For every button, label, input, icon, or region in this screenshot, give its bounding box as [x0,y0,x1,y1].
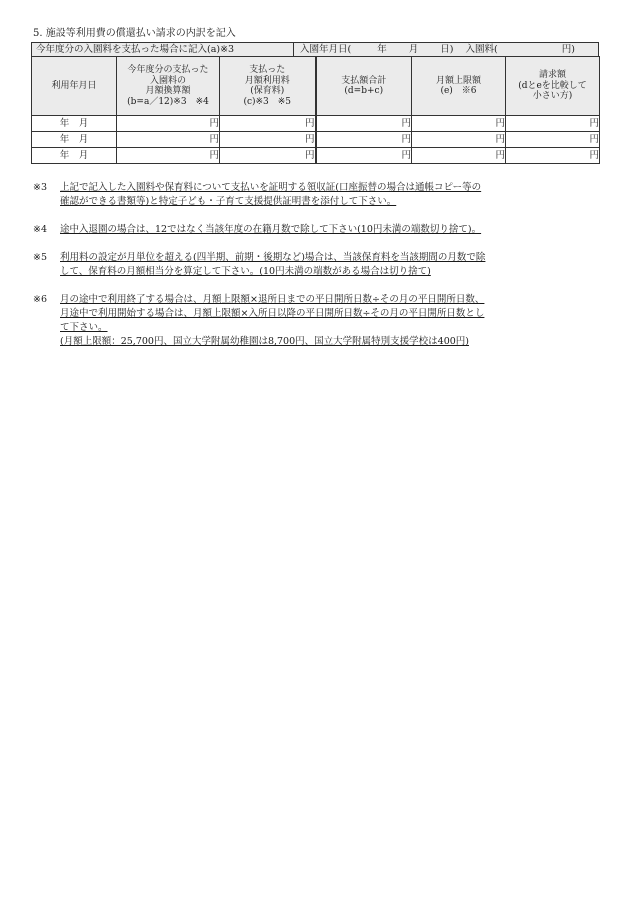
col-monthly-cap: 月額上限額 (e) ※6 [412,57,506,116]
claim-amount-cell[interactable]: 円 [506,148,600,164]
usage-date-cell[interactable]: 年 月 [32,148,117,164]
note-mark: ※4 [33,224,48,235]
section-title: 5. 施設等利用費の償還払い請求の内訳を記入 [33,28,236,39]
monthly-fee-cell[interactable]: 円 [220,116,316,132]
note-line: て下さい。 [60,322,108,333]
note-6 [33,293,603,349]
admission-fee-amount-field[interactable]: 円) [561,44,575,55]
note-3 [33,181,603,209]
note-line: 月途中で利用開始する場合は、月額上限額×入所日以降の平日開所日数÷その月の平日開所日数とし [60,308,485,319]
monthly-fee-cell[interactable]: 円 [220,148,316,164]
monthly-admission-cell[interactable]: 円 [117,148,220,164]
monthly-cap-cell[interactable]: 円 [412,148,506,164]
admission-fee-label: 今年度分の入園料を支払った場合に記入(a)※3 [32,43,294,56]
admission-day-field[interactable]: 日) [440,44,454,55]
table-row [32,148,600,164]
total-paid-cell[interactable]: 円 [316,116,412,132]
col-total-paid: 支払額合計 (d=b+c) [316,57,412,116]
admission-year-field[interactable]: 年 [377,44,387,55]
monthly-admission-cell[interactable]: 円 [117,132,220,148]
note-line: 途中入退園の場合は、12ではなく当該年度の在籍月数で除して下さい(10円未満の端数切り捨て)。 [60,224,482,235]
admission-month-field[interactable]: 月 [408,44,419,55]
total-paid-cell[interactable]: 円 [316,148,412,164]
note-line: 確認ができる書類等)と特定子ども・子育て支援提供証明書を添付して下さい。 [60,196,397,207]
usage-fee-table [31,56,600,164]
note-mark: ※6 [33,294,48,305]
note-line: 月の途中で利用終了する場合は、月額上限額×退所日までの平日開所日数÷その月の平日開所日数、 [60,294,485,305]
col-monthly-admission: 今年度分の支払った 入園料の 月額換算額 (b=a／12)※3 ※4 [117,57,220,116]
note-mark: ※5 [33,252,48,263]
monthly-admission-cell[interactable]: 円 [117,116,220,132]
col-usage-date: 利用年月日 [32,57,117,116]
table-row [32,132,600,148]
note-line: (月額上限額：25,700円、国立大学附属幼稚園は8,700円、国立大学附属特別支援学校は400円) [60,336,469,347]
col-monthly-fee: 支払った 月額利用料 (保育料) (c)※3 ※5 [220,57,316,116]
note-line: 利用料の設定が月単位を超える(四半期、前期・後期など)場合は、当該保育料を当該期間の月数で除 [60,252,486,263]
monthly-cap-cell[interactable]: 円 [412,116,506,132]
usage-date-cell[interactable]: 年 月 [32,132,117,148]
note-line: 上記で記入した入園料や保育料について支払いを証明する領収証(口座振替の場合は通帳コピー等の [60,182,482,193]
admission-date-fields [294,43,598,56]
table-row [32,116,600,132]
admission-fee-row [31,42,599,57]
claim-amount-cell[interactable]: 円 [506,132,600,148]
monthly-cap-cell[interactable]: 円 [412,132,506,148]
note-4 [33,223,603,237]
admission-fee-amount-label: 入園料( [465,44,498,55]
note-mark: ※3 [33,182,48,193]
col-claim-amount: 請求額 (dとeを比較して 小さい方) [506,57,600,116]
usage-date-cell[interactable]: 年 月 [32,116,117,132]
table-header-row [32,57,600,116]
note-line: して、保育料の月額相当分を算定して下さい。(10円未満の端数がある場合は切り捨て) [60,266,431,277]
admission-date-label: 入園年月日( [300,44,352,55]
note-5 [33,251,603,279]
total-paid-cell[interactable]: 円 [316,132,412,148]
notes-section [33,181,603,363]
monthly-fee-cell[interactable]: 円 [220,132,316,148]
claim-amount-cell[interactable]: 円 [506,116,600,132]
